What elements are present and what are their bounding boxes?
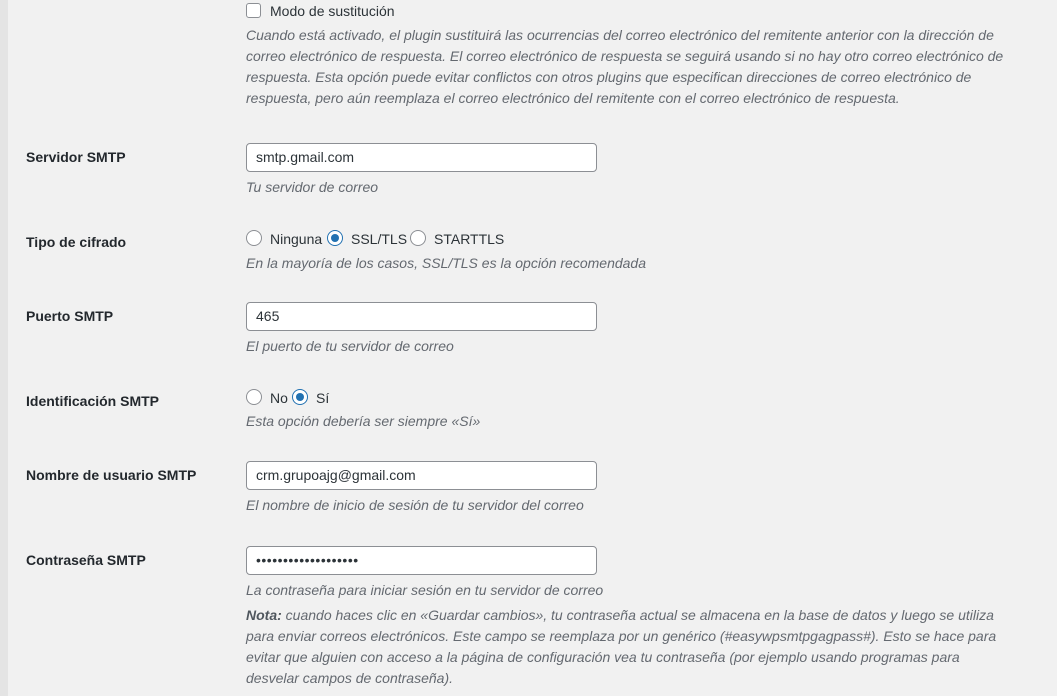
encryption-label: Tipo de cifrado: [26, 234, 127, 250]
smtp-port-description: El puerto de tu servidor de correo: [246, 338, 454, 354]
substitution-mode-checkbox[interactable]: [246, 3, 261, 18]
smtp-port-label: Puerto SMTP: [26, 308, 114, 324]
smtp-server-label: Servidor SMTP: [26, 149, 126, 165]
note-line: desvelar campos de contraseña).: [246, 670, 453, 686]
smtp-server-input[interactable]: smtp.gmail.com: [246, 143, 597, 172]
smtp-auth-label: Identificación SMTP: [26, 393, 160, 409]
note-line: evitar que alguien con acceso a la página de configuración vea tu contraseña (por ejemplo usando programas para: [246, 649, 960, 665]
encryption-starttls-radio[interactable]: [410, 230, 426, 246]
smtp-auth-yes-radio[interactable]: [292, 389, 308, 405]
encryption-starttls-label: STARTTLS: [434, 231, 505, 247]
encryption-none-radio[interactable]: [246, 230, 262, 246]
smtp-password-note: [246, 605, 996, 689]
note-label: Nota:: [246, 607, 282, 623]
encryption-ssl-label: SSL/TLS: [351, 231, 408, 247]
desc-line: correo electrónico de respuesta. El correo electrónico de respuesta se seguirá usando si no hay otro correo electrónico de: [246, 48, 1004, 64]
desc-line: Cuando está activado, el plugin sustituirá las ocurrencias del correo electrónico del remitente anterior con la dirección de: [246, 27, 994, 43]
substitution-mode-description: [246, 25, 1003, 109]
smtp-port-input[interactable]: 465: [246, 302, 597, 331]
smtp-password-input[interactable]: •••••••••••••••••••: [246, 546, 597, 575]
note-line: cuando haces clic en «Guardar cambios», tu contraseña actual se almacena en la base de datos y luego se utiliza: [281, 607, 994, 623]
smtp-password-description: La contraseña para iniciar sesión en tu servidor de correo: [246, 582, 604, 598]
smtp-username-label: Nombre de usuario SMTP: [26, 467, 197, 483]
smtp-auth-no-radio[interactable]: [246, 389, 262, 405]
desc-line: respuesta. Esta opción puede evitar conflictos con otros plugins que especifican direcciones de correo electrónico de: [246, 69, 972, 85]
smtp-server-description: Tu servidor de correo: [246, 179, 379, 195]
encryption-description: En la mayoría de los casos, SSL/TLS es la opción recomendada: [246, 255, 646, 271]
smtp-username-description: El nombre de inicio de sesión de tu servidor del correo: [246, 497, 584, 513]
note-line: para enviar correos electrónicos. Este campo se reemplaza por un genérico (#easywpsmtpgagpass#). Esto se hace para: [246, 628, 997, 644]
smtp-auth-no-label: No: [270, 390, 288, 406]
desc-line: respuesta, pero aún reemplaza el correo electrónico del remitente con el correo electrónico de respuesta.: [246, 90, 900, 106]
encryption-none-label: Ninguna: [270, 231, 323, 247]
admin-sidebar-edge: [0, 0, 8, 696]
substitution-mode-label: Modo de sustitución: [270, 3, 395, 19]
smtp-password-label: Contraseña SMTP: [26, 552, 146, 568]
smtp-auth-yes-label: Sí: [316, 390, 330, 406]
encryption-ssl-radio[interactable]: [327, 230, 343, 246]
smtp-auth-description: Esta opción debería ser siempre «Sí»: [246, 413, 481, 429]
smtp-username-input[interactable]: crm.grupoajg@gmail.com: [246, 461, 597, 490]
